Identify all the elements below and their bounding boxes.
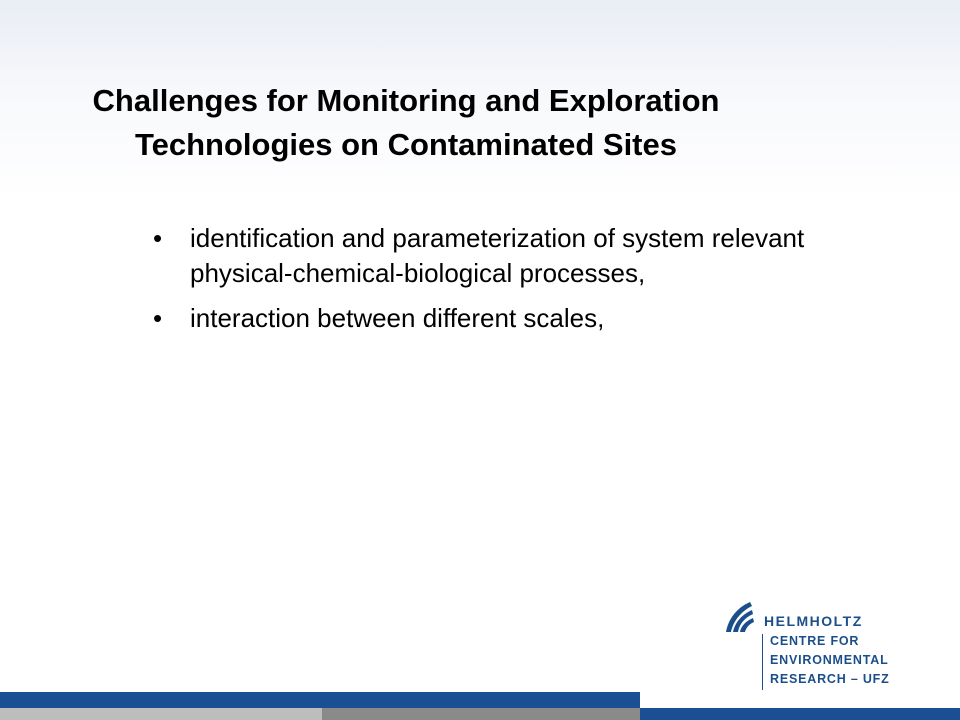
bullet-item-1-line-1: identification and parameterization of system relevant xyxy=(190,223,805,253)
logo-divider xyxy=(762,634,763,690)
slide-title-line-2: Technologies on Contaminated Sites xyxy=(135,127,677,162)
bullet-list xyxy=(150,221,955,346)
footer-gray-dark-bar xyxy=(322,708,640,720)
logo-subtitle-line-1: CENTRE FOR xyxy=(770,634,860,648)
logo-name: HELMHOLTZ xyxy=(764,613,863,629)
slide-title xyxy=(0,79,812,167)
bullet-item-2 xyxy=(150,301,955,336)
slide-title-line-1: Challenges for Monitoring and Exploration xyxy=(92,83,720,118)
bullet-dot-icon: • xyxy=(153,303,163,333)
logo-subtitle-line-3: RESEARCH – UFZ xyxy=(770,672,890,686)
bullet-item-1 xyxy=(150,221,955,291)
footer-gray-light-bar xyxy=(0,708,322,720)
bullet-item-2-line-1: interaction between different scales, xyxy=(190,303,605,333)
footer-blue-bar xyxy=(0,692,640,708)
bullet-dot-icon: • xyxy=(153,223,163,253)
helmholtz-ufz-logo xyxy=(722,600,922,692)
helmholtz-logo-icon xyxy=(722,600,756,634)
logo-subtitle xyxy=(770,632,890,689)
logo-subtitle-line-2: ENVIRONMENTAL xyxy=(770,653,889,667)
bullet-item-1-line-2: physical-chemical-biological processes, xyxy=(190,258,646,288)
footer-right-blue-bar xyxy=(640,708,960,720)
